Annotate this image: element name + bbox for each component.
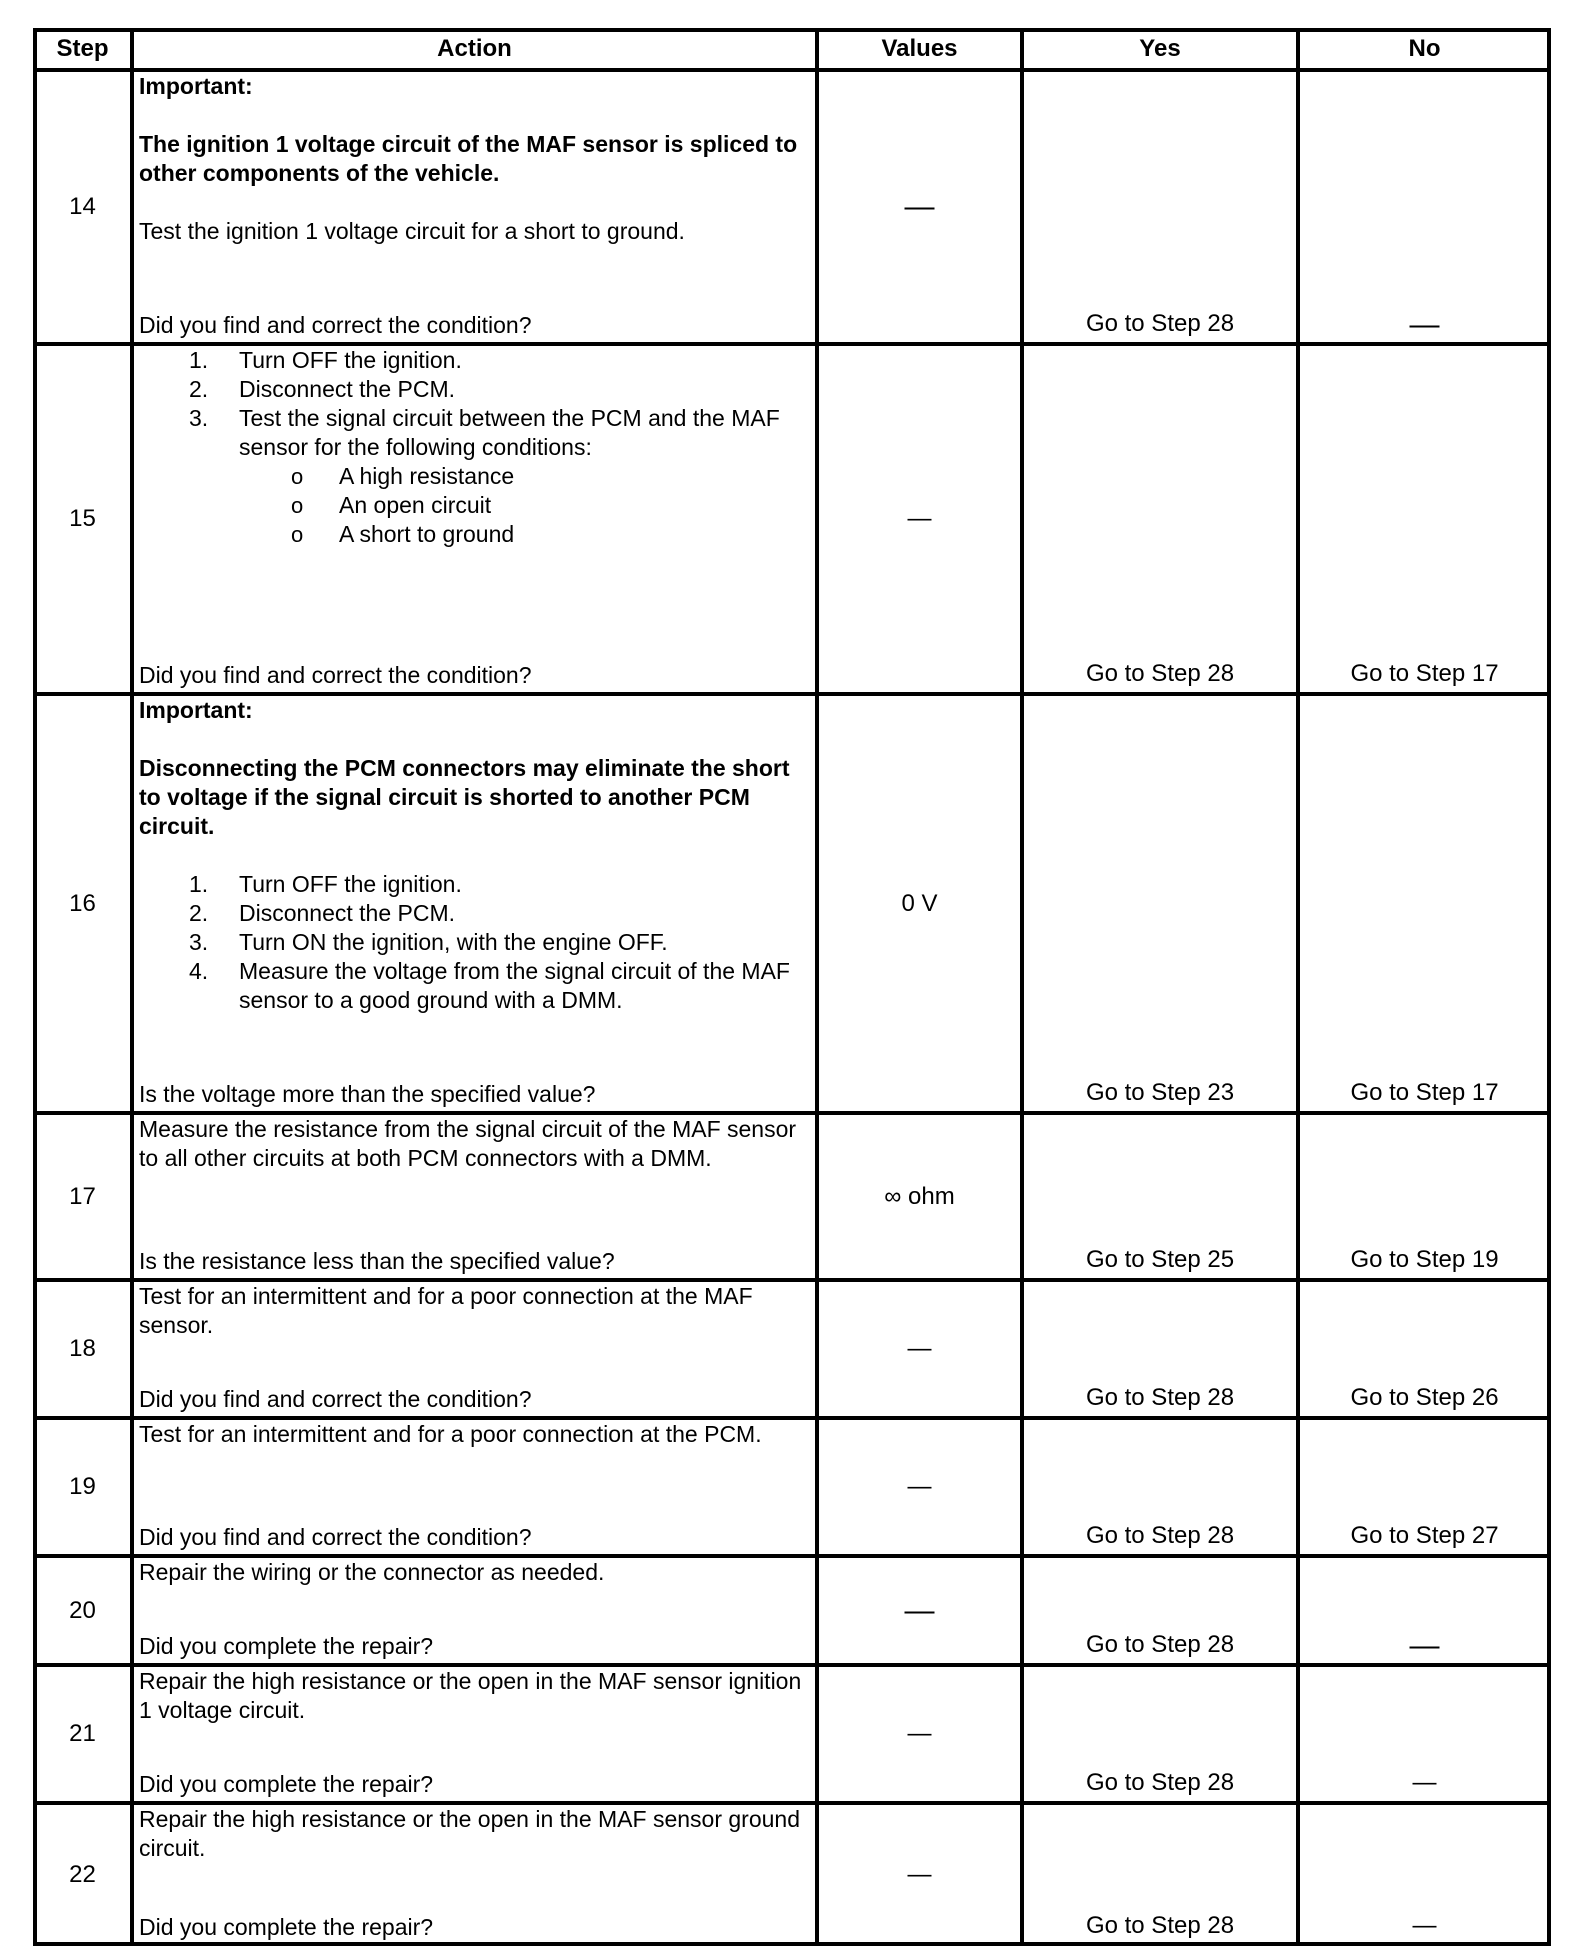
action-cell [132,694,817,1113]
list-item: o A high resistance [291,463,515,489]
values-cell: — [904,190,935,223]
list-item: 2. Disconnect the PCM. [189,900,456,926]
header-values: Values [881,35,958,62]
action-text: Repair the high resistance or the open in the MAF sensor ignition 1 voltage circuit. [139,1668,802,1723]
action-cell [132,1556,817,1665]
action-cell [132,70,817,344]
step-number: 19 [69,1473,96,1500]
no-cell: — [1412,1912,1437,1939]
action-text: Measure the resistance from the signal circuit of the MAF sensor to all other circuits at both PCM connectors with a DMM. [139,1116,797,1171]
yes-cell: Go to Step 28 [1085,1631,1235,1658]
no-cell: Go to Step 17 [1350,1079,1499,1106]
action-text: Test for an intermittent and for a poor connection at the PCM. [139,1421,762,1447]
action-question: Is the resistance less than the specified value? [139,1248,615,1274]
action-question: Did you find and correct the condition? [139,312,532,338]
bullet-icon: o [291,522,304,547]
step-number: 17 [69,1182,96,1210]
no-cell: — [1409,1629,1440,1662]
action-cell [132,1280,817,1418]
values-cell: — [907,1473,932,1500]
action-cell [132,1418,817,1556]
action-question: Did you find and correct the condition? [139,662,532,688]
action-question: Did you complete the repair? [139,1914,434,1940]
list-item: 1. Turn OFF the ignition. [189,347,462,373]
action-question: Did you find and correct the condition? [139,1524,532,1550]
yes-cell: Go to Step 28 [1085,660,1235,687]
header-action: Action [437,35,512,62]
action-question: Is the voltage more than the specified value? [139,1081,596,1107]
yes-cell: Go to Step 28 [1085,1384,1235,1411]
no-cell: — [1412,1769,1437,1796]
list-item: 3. Turn ON the ignition, with the engine OFF. [189,929,668,955]
action-question: Did you complete the repair? [139,1771,434,1797]
no-cell: Go to Step 27 [1350,1522,1499,1549]
values-cell: — [907,1335,932,1362]
yes-cell: Go to Step 28 [1085,1912,1235,1939]
values-cell: ∞ ohm [884,1182,955,1210]
bullet-icon: o [291,493,304,518]
action-text: Test for an intermittent and for a poor connection at the MAF sensor. [139,1283,753,1338]
important-label: Important: [139,697,253,723]
action-text: Repair the wiring or the connector as needed. [139,1559,605,1585]
no-cell: Go to Step 17 [1350,660,1499,687]
yes-cell: Go to Step 28 [1085,1522,1235,1549]
step-number: 16 [69,889,96,917]
list-item: 2. Disconnect the PCM. [189,376,456,402]
header-no: No [1408,35,1441,62]
step-number: 21 [69,1720,96,1747]
important-text: Disconnecting the PCM connectors may eliminate the short to voltage if the signal circuit is shorted to another PCM circuit. [139,755,790,839]
action-question: Did you find and correct the condition? [139,1386,532,1412]
values-cell: — [907,1860,932,1888]
numbered-steps [139,870,811,1015]
action-text: Repair the high resistance or the open in the MAF sensor ground circuit. [139,1806,800,1861]
values-cell: — [904,1593,935,1627]
action-cell [132,1803,817,1946]
numbered-steps [139,346,811,462]
list-item: 1. Turn OFF the ignition. [189,871,462,897]
list-item: o An open circuit [291,492,492,518]
condition-list [139,462,811,549]
list-item: o A short to ground [291,521,515,547]
list-item: 4. Measure the voltage from the signal circuit of the MAF sensor to a good ground with a DMM. [189,958,790,1013]
yes-cell: Go to Step 28 [1085,1769,1235,1796]
header-yes: Yes [1139,35,1181,62]
values-cell: — [907,1720,932,1747]
action-cell [132,1113,817,1280]
values-cell: — [907,505,932,532]
action-cell [132,1665,817,1803]
step-number: 18 [69,1335,96,1362]
step-number: 14 [69,193,96,220]
header-step: Step [56,35,109,62]
action-cell [132,344,817,694]
no-cell: Go to Step 26 [1350,1384,1499,1411]
diagnostic-table [33,28,1551,1946]
action-question: Did you complete the repair? [139,1633,434,1659]
values-cell: 0 V [901,889,938,917]
important-text: The ignition 1 voltage circuit of the MAF sensor is spliced to other components of the vehicle. [139,131,798,186]
important-label: Important: [139,73,253,99]
step-number: 15 [69,505,96,532]
step-number: 22 [69,1860,96,1888]
action-text: Test the ignition 1 voltage circuit for a short to ground. [139,218,685,244]
no-cell: Go to Step 19 [1350,1246,1499,1273]
yes-cell: Go to Step 23 [1085,1079,1235,1106]
list-item: 3. Test the signal circuit between the PCM and the MAF sensor for the following conditions: [189,405,780,460]
yes-cell: Go to Step 28 [1085,310,1235,337]
yes-cell: Go to Step 25 [1085,1246,1235,1273]
bullet-icon: o [291,464,304,489]
step-number: 20 [69,1596,96,1624]
no-cell: — [1409,308,1440,341]
